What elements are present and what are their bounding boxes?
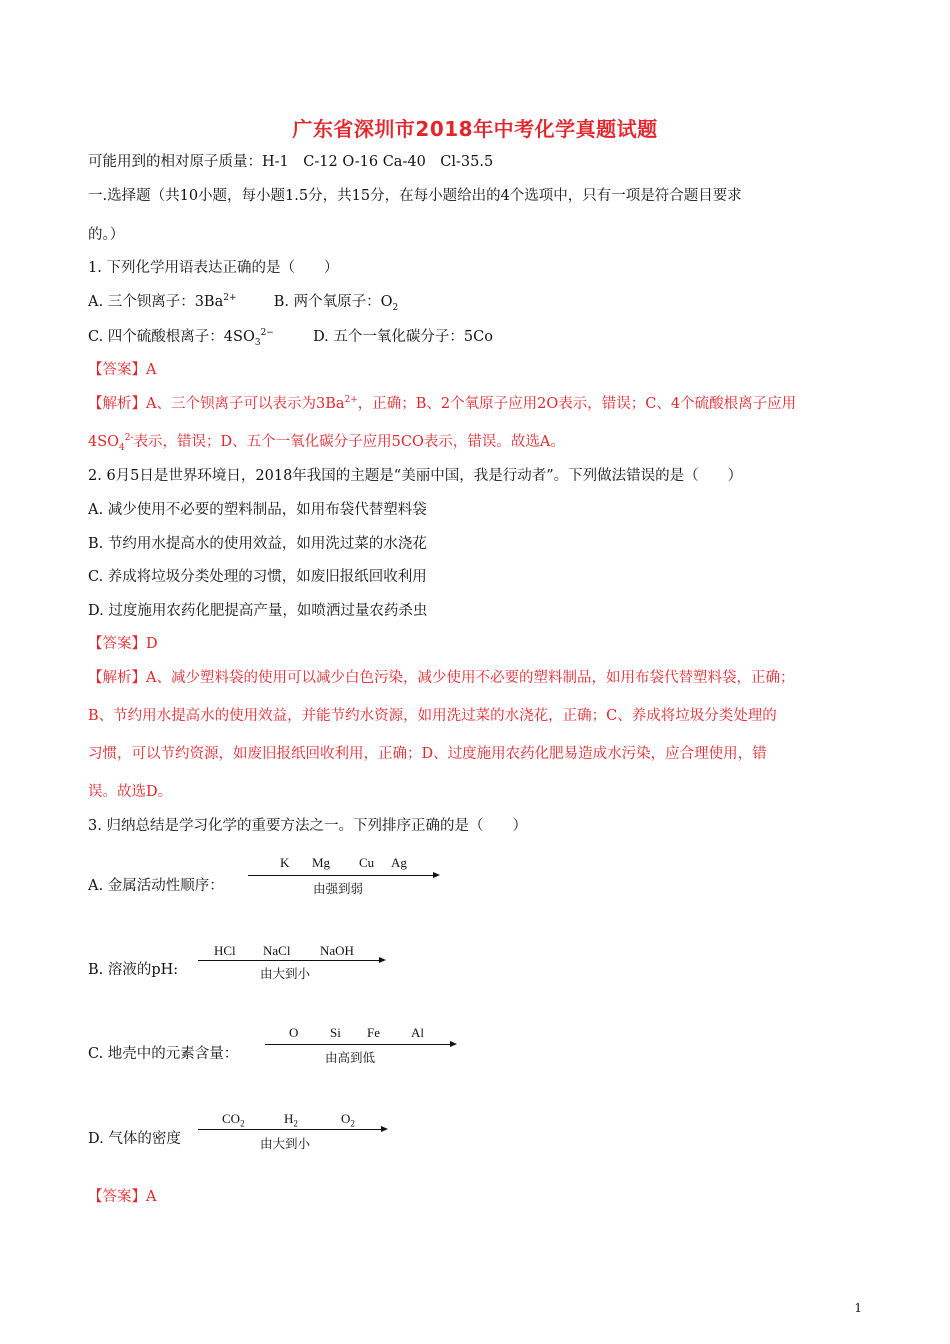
q1-analysis-line2 (88, 432, 565, 452)
q2-analysis-text: A、减少塑料袋的使用可以减少白色污染，减少使用不必要的塑料制品，如用布袋代替塑料袋，正确； (146, 670, 795, 686)
q3-option-b: B. 溶液的pH: (88, 962, 179, 978)
page-title: 广东省深圳市2018年中考化学真题试题 (292, 117, 658, 141)
seq-item: NaCl (263, 943, 291, 958)
q2-option-b: B. 节约用水提高水的使用效益，如用洗过菜的水浇花 (88, 536, 427, 552)
q2-answer: 【答案】D (88, 636, 158, 652)
q3-stem: 3. 归纳总结是学习化学的重要方法之一。下列排序正确的是（ ） (88, 818, 527, 834)
q1-answer: 【答案】A (88, 362, 157, 378)
q3-option-a-items (280, 855, 407, 871)
q3-option-d: D. 气体的密度 (88, 1131, 181, 1147)
q1-analysis-label: 【解析】 (88, 396, 146, 412)
q1-option-d: D. 五个一氧化碳分子：5Co (313, 329, 493, 345)
q2-analysis-line4: 误。故选D。 (88, 784, 173, 800)
page-number: 1 (854, 1301, 862, 1315)
q2-stem: 2. 6月5日是世界环境日，2018年我国的主题是“美丽中国，我是行动者”。下列做法错误的是（ ） (88, 468, 743, 484)
seq-item-formula: CO (222, 1111, 241, 1126)
q1-options-ab (88, 292, 398, 312)
q1-option-c: C. 四个硫酸根离子：4SO (88, 329, 255, 345)
q3-option-a-direction: 由强到弱 (313, 881, 364, 896)
q1-analysis-text: A、三个钡离子可以表示为3Ba (146, 396, 345, 412)
q1-options-cd (88, 327, 493, 347)
arrow-icon (265, 1044, 455, 1045)
q1-analysis-formula-charge: 2- (124, 433, 134, 444)
seq-item: Fe (367, 1025, 380, 1040)
q2-option-d: D. 过度施用农药化肥提高产量，如喷洒过量农药杀虫 (88, 603, 428, 619)
q1-option-b: B. 两个氧原子：O (273, 294, 393, 310)
q1-option-b-subscript: 2 (392, 302, 399, 313)
q1-analysis-formula: 4SO (88, 434, 120, 450)
section-instructions-line2: 的。） (88, 227, 125, 243)
q3-option-d-direction: 由大到小 (260, 1136, 311, 1151)
q3-option-b-items (214, 943, 354, 959)
seq-item (284, 1111, 341, 1127)
seq-item: HCl (214, 943, 236, 958)
seq-item: Ag (391, 855, 407, 870)
q1-analysis-line1 (88, 394, 796, 414)
seq-item (341, 1111, 355, 1127)
q1-analysis-formula-subscript: 4 (119, 442, 125, 453)
seq-item: Al (411, 1025, 424, 1040)
q1-analysis-text-cont: ，正确；B、2个氧原子应用2O表示，错误；C、4个硫酸根离子应用 (357, 396, 797, 412)
q2-analysis-line2: B、节约用水提高水的使用效益，并能节约水资源，如用洗过菜的水浇花，正确；C、养成将垃圾分类处理的 (88, 708, 777, 724)
seq-item: Si (330, 1025, 341, 1040)
q3-option-d-items (222, 1111, 355, 1127)
q3-option-c-items (289, 1025, 424, 1041)
seq-item-subscript: 2 (240, 1118, 245, 1129)
q3-option-c-direction: 由高到低 (325, 1050, 376, 1065)
q2-option-a: A. 减少使用不必要的塑料制品，如用布袋代替塑料袋 (88, 502, 427, 518)
q3-answer: 【答案】A (88, 1189, 157, 1205)
q2-analysis-line3: 习惯，可以节约资源，如废旧报纸回收利用，正确；D、过度施用农药化肥易造成水污染，应合理使用，错 (88, 746, 767, 762)
seq-item-subscript: 2 (350, 1118, 355, 1129)
seq-item: Cu (359, 855, 375, 870)
q1-option-a: A. 三个钡离子：3Ba (88, 294, 224, 310)
seq-item: K (280, 855, 290, 870)
arrow-icon (198, 1129, 386, 1130)
q3-option-a: A. 金属活动性顺序： (88, 878, 224, 894)
seq-item: O (289, 1025, 299, 1040)
atomic-masses: 可能用到的相对原子质量：H-1 C-12 O-16 Ca-40 Cl-35.5 (88, 154, 494, 170)
arrow-icon (248, 875, 438, 876)
seq-item-formula: H (284, 1111, 294, 1126)
seq-item: Mg (312, 855, 331, 870)
q1-option-c-charge: 2− (260, 328, 274, 339)
seq-item (222, 1111, 284, 1127)
q1-option-c-subscript: 3 (254, 337, 261, 348)
q3-option-b-direction: 由大到小 (260, 966, 311, 981)
q2-analysis-label: 【解析】 (88, 670, 146, 686)
section-instructions-line1: 一.选择题（共10小题，每小题1.5分，共15分，在每小题给出的4个选项中，只有一项是符合题目要求 (88, 188, 742, 204)
q1-analysis-charge: 2+ (344, 395, 358, 406)
q3-option-c: C. 地壳中的元素含量： (88, 1046, 239, 1062)
seq-item-formula: O (341, 1111, 351, 1126)
q1-option-a-charge: 2+ (223, 293, 237, 304)
q1-stem: 1. 下列化学用语表达正确的是（ ） (88, 260, 339, 276)
seq-item: NaOH (320, 943, 354, 958)
q2-option-c: C. 养成将垃圾分类处理的习惯，如废旧报纸回收利用 (88, 569, 427, 585)
seq-item-subscript: 2 (293, 1118, 298, 1129)
q1-analysis-conclusion: 表示，错误；D、五个一氧化碳分子应用5CO表示，错误。故选A。 (133, 434, 565, 450)
q2-analysis-line1 (88, 668, 794, 688)
arrow-icon (198, 960, 384, 961)
